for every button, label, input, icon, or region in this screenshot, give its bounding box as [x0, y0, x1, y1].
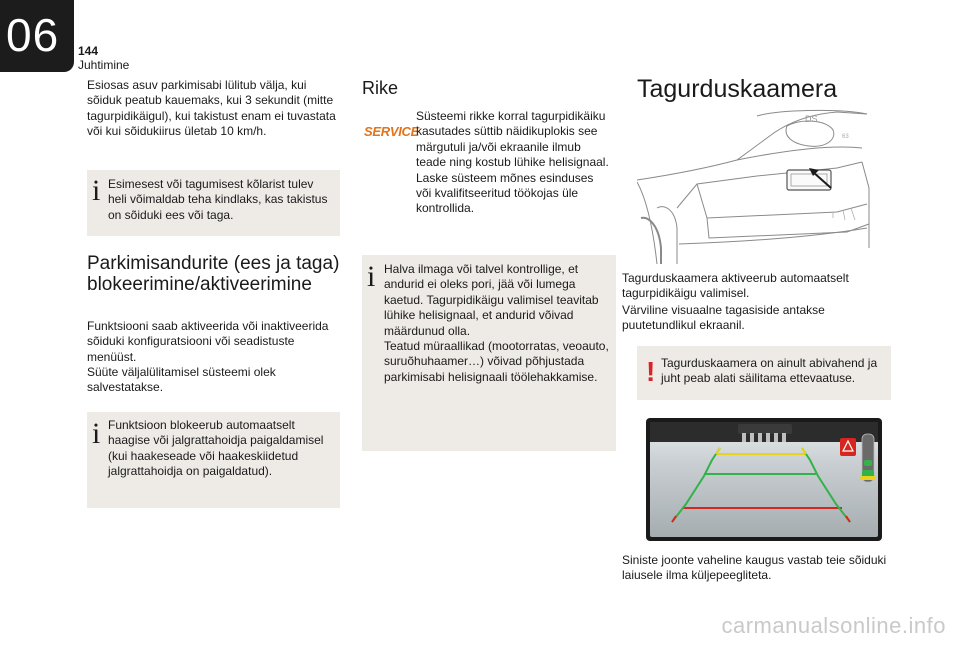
blue-lines-paragraph: Siniste joonte vaheline kaugus vastab teie sõiduki laiusele ilma küljepeegliteta. — [622, 553, 887, 583]
car-rear-illustration — [637, 108, 891, 264]
camera-heading: Tagurduskaamera — [637, 75, 838, 103]
page-number: 144 — [78, 44, 99, 58]
intro-paragraph: Esiosas asuv parkimisabi lülitub välja, kui sõiduk peatub kauemaks, kui 3 sekundit (mitte tagurpidikäigul), kui takistust enam ei tuvastata või kui sõidukiirus ületab 10 km/h. — [87, 78, 336, 139]
note-text: Funktsioon blokeerub automaatselt haagise või jalgrattahoidja paigaldamisel (kui haakeseade või haakeskiidetud jalgrattahoidja on paigaldatud). — [108, 418, 324, 479]
note-text: Esimesest või tagumisest kõlarist tulev heli võimaldab teha kindlaks, kas takistus on sõiduki ees või taga. — [108, 177, 328, 222]
activation-paragraph: Funktsiooni saab aktiveerida või inaktiveerida sõiduki konfiguratsiooni või seadistuste menüüst. — [87, 319, 329, 364]
camera-activation-paragraph: Tagurduskaamera aktiveerub automaatselt tagurpidikäigu valimisel. — [622, 271, 849, 301]
info-icon: i — [92, 417, 101, 450]
svg-text:63: 63 — [842, 134, 849, 140]
note-box-trailer — [87, 412, 340, 508]
warning-text: Tagurduskaamera on ainult abivahend ja juht peab alati säilitama ettevaatuse. — [661, 356, 878, 386]
note-box-sensors — [362, 255, 616, 451]
heading-line-1: Parkimisandurite (ees ja taga) — [87, 253, 340, 274]
service-warning-light: SERVICE — [364, 124, 419, 139]
chapter-number: 06 — [6, 9, 60, 61]
warning-icon: ! — [646, 356, 656, 387]
warning-box — [637, 346, 891, 400]
fault-paragraph: Süsteemi rikke korral tagurpidikäiku kasutades süttib näidikuplokis see märgutuli ja/või ekraanile ilmub teade ning kostub lühike helisignaal. Laske süsteem mõnes esinduses või kvalifitseeritud töökojas üle kontrollida. — [416, 109, 609, 216]
info-icon: i — [367, 260, 376, 293]
note-text: Halva ilmaga või talvel kontrollige, et andurid ei oleks pori, jää või lumega kaetud. Tagurpidikäigu valimisel teavitab lühike helisignaal, et andurid võivad määrdunud olla. — [384, 262, 599, 338]
watermark: carmanualsonline.info — [721, 613, 946, 638]
note-box-speakers — [87, 170, 340, 236]
svg-text:DS: DS — [805, 114, 818, 124]
heading-line-2: blokeerimine/aktiveerimine — [87, 274, 312, 295]
visual-feedback-paragraph: Värviline visuaalne tagasiside antakse puutetundlikul ekraanil. — [622, 303, 825, 333]
section-heading — [87, 253, 347, 295]
info-icon: i — [92, 174, 101, 207]
note-text: Teatud müraallikad (mootorratas, veoauto, suruõhuhaamer…) võivad põhjustada parkimisabi helisignaali töölehakkamise. — [384, 339, 609, 384]
section-name: Juhtimine — [78, 58, 130, 72]
state-saved-paragraph: Süüte väljalülitamisel süsteemi olek salvestatakse. — [87, 365, 276, 395]
camera-screen-illustration — [646, 418, 882, 541]
rike-heading: Rike — [362, 78, 399, 98]
